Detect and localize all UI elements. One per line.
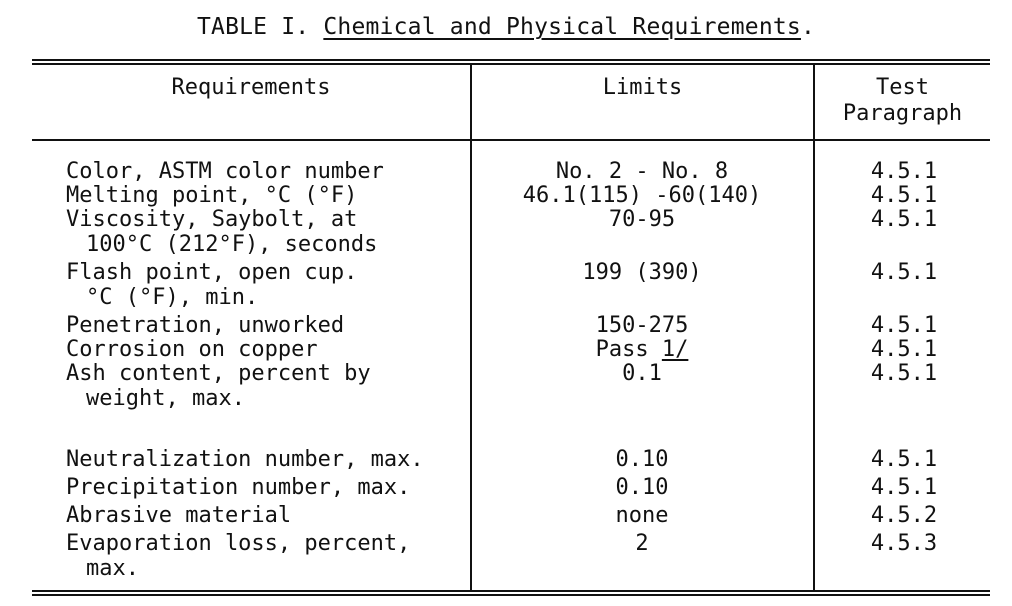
row-11-requirement-cont: max. (86, 556, 139, 581)
header-requirements: Requirements (171, 75, 331, 100)
row-1-limit: No. 2 - No. 8 (555, 159, 729, 184)
row-11-requirement: Evaporation loss, percent, (66, 531, 411, 556)
row-9-test: 4.5.1 (870, 475, 938, 500)
row-7-test: 4.5.1 (870, 361, 938, 386)
header-test-line1: Test (876, 75, 929, 100)
table-caption-period: . (800, 14, 816, 40)
row-9-requirement: Precipitation number, max. (66, 475, 411, 500)
row-3-limit: 70-95 (608, 207, 676, 232)
column-divider-2 (813, 65, 815, 590)
row-7-limit: 0.1 (622, 361, 662, 386)
header-test-paragraph (815, 75, 990, 127)
row-5-limit: 150-275 (595, 313, 689, 338)
header-limits: Limits (602, 75, 683, 100)
row-3-requirement: Viscosity, Saybolt, at (66, 207, 358, 232)
row-6-requirement: Corrosion on copper (66, 337, 318, 362)
row-6-limit-value: Pass (595, 337, 649, 362)
bottom-rule-lower (32, 594, 990, 596)
table-title (0, 14, 1012, 40)
table-number: TABLE I. (196, 14, 310, 40)
row-2-requirement: Melting point, °C (°F) (66, 183, 358, 208)
row-10-requirement: Abrasive material (66, 503, 292, 528)
row-1-requirement: Color, ASTM color number (66, 159, 384, 184)
row-10-test: 4.5.2 (870, 503, 938, 528)
row-9-limit: 0.10 (615, 475, 669, 500)
row-8-test: 4.5.1 (870, 447, 938, 472)
row-11-limit: 2 (635, 531, 649, 556)
row-10-limit: none (615, 503, 669, 528)
row-8-limit: 0.10 (615, 447, 669, 472)
top-rule-upper (32, 59, 990, 61)
row-6-test: 4.5.1 (870, 337, 938, 362)
row-1-test: 4.5.1 (870, 159, 938, 184)
top-rule-lower (32, 63, 990, 65)
row-4-requirement: Flash point, open cup. (66, 260, 358, 285)
bottom-rule-upper (32, 590, 990, 592)
row-7-requirement: Ash content, percent by (66, 361, 371, 386)
header-rule (32, 139, 990, 141)
row-5-requirement: Penetration, unworked (66, 313, 345, 338)
row-4-test: 4.5.1 (870, 260, 938, 285)
row-6-footnote-ref: 1/ (661, 337, 689, 362)
row-3-requirement-cont: 100°C (212°F), seconds (86, 232, 378, 257)
row-3-test: 4.5.1 (870, 207, 938, 232)
row-2-limit: 46.1(115) -60(140) (522, 183, 762, 208)
row-6-limit (472, 337, 812, 362)
table-caption: Chemical and Physical Requirements (323, 14, 801, 40)
row-7-requirement-cont: weight, max. (86, 386, 245, 411)
row-8-requirement: Neutralization number, max. (66, 447, 424, 472)
row-5-test: 4.5.1 (870, 313, 938, 338)
row-11-test: 4.5.3 (870, 531, 938, 556)
row-2-test: 4.5.1 (870, 183, 938, 208)
row-4-limit: 199 (390) (582, 260, 702, 285)
row-4-requirement-cont: °C (°F), min. (86, 285, 259, 310)
header-test-line2: Paragraph (842, 101, 963, 126)
